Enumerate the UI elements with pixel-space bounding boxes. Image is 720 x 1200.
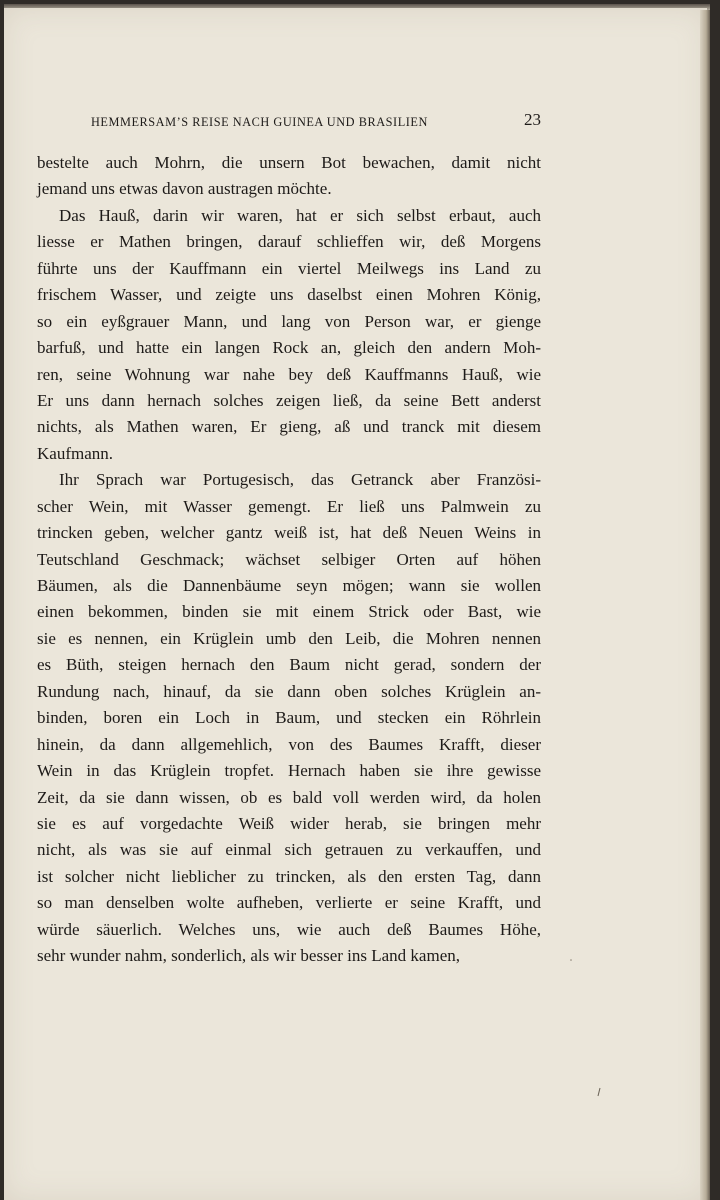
text-line: einen bekommen, binden sie mit einem Strick oder Bast, wie bbox=[37, 602, 541, 622]
page-header bbox=[91, 110, 541, 140]
text-line: binden, boren ein Loch in Baum, und stecken ein Röhrlein bbox=[37, 708, 541, 728]
text-line: es Büth, steigen hernach den Baum nicht gerad, sondern der bbox=[37, 655, 541, 675]
text-line: hinein, da dann allgemehlich, von des Baumes Krafft, dieser bbox=[37, 734, 541, 754]
text-line: ist solcher nicht lieblicher zu trincken, als den ersten Tag, dann bbox=[37, 866, 541, 886]
text-line: Bäumen, als die Dannenbäume seyn mögen; wann sie wollen bbox=[37, 576, 541, 595]
text-line: Kaufmann. bbox=[37, 443, 114, 463]
page-number: 23 bbox=[524, 110, 541, 129]
text-line: ren, seine Wohnung war nahe bey deß Kauffmanns Hauß, wie bbox=[37, 364, 541, 384]
text-line: trincken geben, welcher gantz weiß ist, hat deß Neuen Weins in bbox=[37, 523, 541, 543]
text-line: so man denselben wolte aufheben, verlierte er seine Krafft, und bbox=[37, 893, 541, 913]
text-line: barfuß, und hatte ein langen Rock an, gleich den andern Moh- bbox=[37, 338, 541, 358]
text-line: führte uns der Kauffmann ein viertel Meilwegs ins Land zu bbox=[37, 258, 541, 278]
text-line: sie es nennen, ein Krüglein umb den Leib, die Mohren nennen bbox=[37, 628, 541, 648]
text-line: so ein eyßgrauer Mann, und lang von Person war, er gienge bbox=[37, 311, 541, 331]
text-line: würde säuerlich. Welches uns, wie auch deß Baumes Höhe, bbox=[37, 919, 541, 939]
text-line: Wein in das Krüglein tropfet. Hernach haben sie ihre gewisse bbox=[37, 761, 541, 781]
text-line: Das Hauß, darin wir waren, hat er sich selbst erbaut, auch bbox=[59, 205, 541, 225]
text-line: Ihr Sprach war Portugesisch, das Getranck aber Französi- bbox=[59, 470, 541, 490]
page-right-edge bbox=[700, 10, 710, 1200]
text-line: nicht, als was sie auf einmal sich getrauen zu verkauffen, und bbox=[37, 840, 541, 860]
text-line: jemand uns etwas davon austragen möchte. bbox=[37, 179, 332, 199]
text-line: Rundung nach, hinauf, da sie dann oben solches Krüglein an- bbox=[37, 681, 541, 701]
text-line: Er uns dann hernach solches zeigen ließ, da seine Bett anderst bbox=[37, 390, 541, 410]
text-line: liesse er Mathen bringen, darauf schlieffen wir, deß Morgens bbox=[37, 232, 541, 252]
text-line: frischem Wasser, und zeigte uns daselbst einen Mohren König, bbox=[37, 285, 541, 305]
text-line: scher Wein, mit Wasser gemengt. Er ließ uns Palmwein zu bbox=[37, 496, 541, 516]
body-text bbox=[37, 150, 541, 970]
running-title: HEMMERSAM’S REISE NACH GUINEA UND BRASILIEN bbox=[91, 115, 428, 129]
text-line: Teutschland Geschmack; wächset selbiger Orten auf höhen bbox=[37, 549, 541, 569]
text-line: sehr wunder nahm, sonderlich, als wir besser ins Land kamen, bbox=[37, 946, 460, 966]
text-line: Zeit, da sie dann wissen, ob es bald voll werden wird, da holen bbox=[37, 787, 541, 807]
text-line: sie es auf vorgedachte Weiß wider herab, sie bringen mehr bbox=[37, 813, 541, 833]
text-line: nichts, als Mathen waren, Er gieng, aß und tranck mit diesem bbox=[37, 417, 541, 437]
text-line: bestelte auch Mohrn, die unsern Bot bewachen, damit nicht bbox=[37, 153, 541, 172]
